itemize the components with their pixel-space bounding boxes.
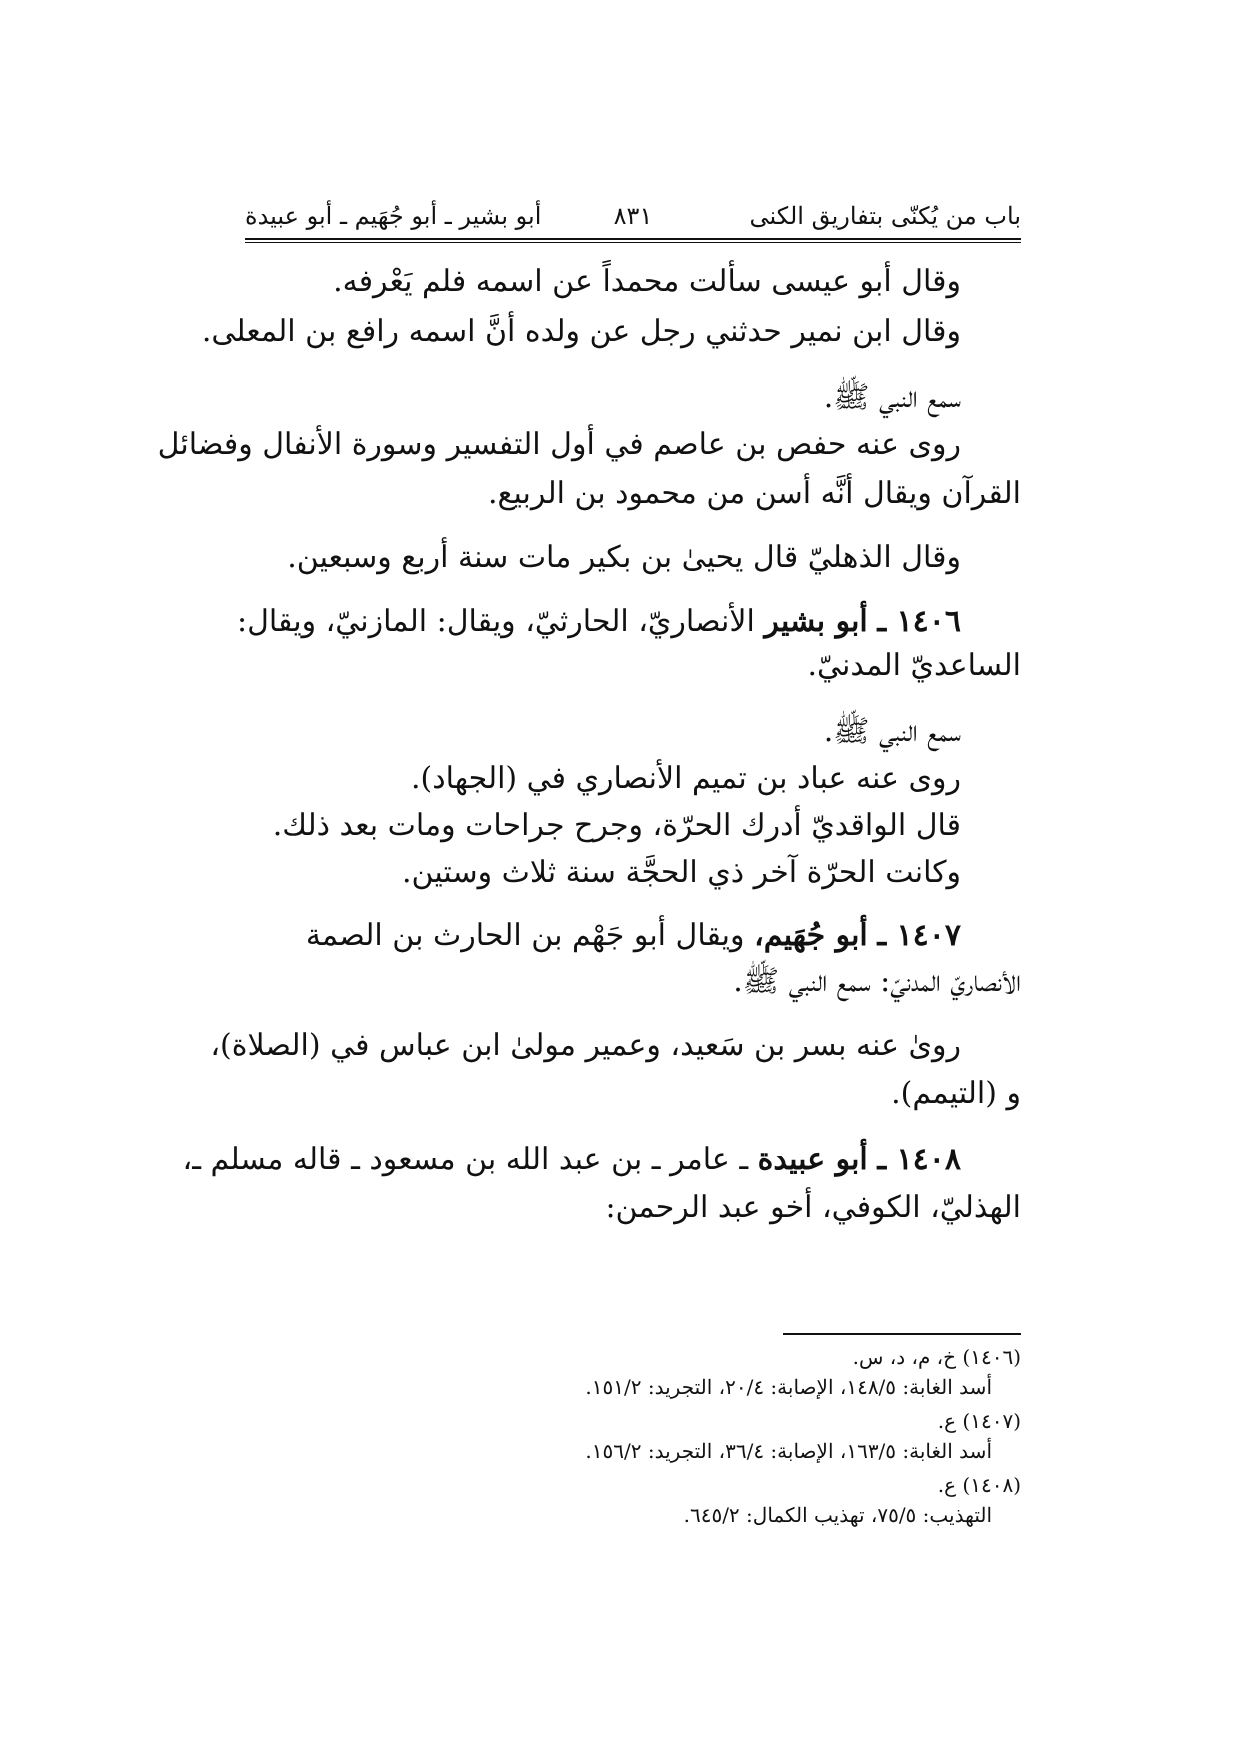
text-line: سمع النبي ﷺ. xyxy=(823,714,961,749)
text-line: القرآن ويقال أنَّه أسن من محمود بن الربيع. xyxy=(487,476,1021,511)
entry-heading-text: ويقال أبو جَهْم بن الحارث بن الصمة xyxy=(305,918,745,953)
header-chapter-title: باب من يُكنّى بتفاريق الكنى xyxy=(749,202,1021,230)
text-line: قال الواقديّ أدرك الحرّة، وجرح جراحات ومات بعد ذلك. xyxy=(272,808,961,843)
text-line: وقال الذهليّ قال يحيىٰ بن بكير مات سنة أربع وسبعين. xyxy=(287,540,961,575)
text-line: وكانت الحرّة آخر ذي الحجَّة سنة ثلاث وستين. xyxy=(401,855,961,890)
footnote-text: أسد الغابة: ١٤٨/٥، الإصابة: ٢٠/٤، التجريد: ١٥١/٢. xyxy=(585,1375,992,1399)
text-line: روى عنه حفص بن عاصم في أول التفسير وسورة الأنفال وفضائل xyxy=(157,427,961,462)
header-section-title: أبو بشير ـ أبو جُهَيم ـ أبو عبيدة xyxy=(245,202,542,230)
entry-number: ١٤٠٧ ـ xyxy=(877,918,961,953)
footnote-text: أسد الغابة: ١٦٣/٥، الإصابة: ٣٦/٤، التجريد: ١٥٦/٢. xyxy=(585,1439,992,1463)
running-header xyxy=(245,188,1021,238)
text-line: الهذليّ، الكوفي، أخو عبد الرحمن: xyxy=(605,1190,1021,1225)
entry-number: ١٤٠٦ ـ xyxy=(877,604,961,639)
footnote-rule xyxy=(783,1333,1021,1335)
header-rule-thin xyxy=(245,242,1021,243)
page-number: ٨٣١ xyxy=(613,202,653,230)
entry-heading-1408 xyxy=(183,1140,961,1180)
footnote-1408: (١٤٠٨) ع. xyxy=(937,1473,1021,1497)
text-line: روى عنه عباد بن تميم الأنصاري في (الجهاد). xyxy=(411,761,961,796)
entry-name: أبو عبيدة xyxy=(757,1142,868,1177)
text-line: وقال أبو عيسى سألت محمداً عن اسمه فلم يَعْرفه. xyxy=(333,264,961,299)
text-line: وقال ابن نمير حدثني رجل عن ولده أنَّ اسمه رافع بن المعلى. xyxy=(201,314,961,349)
text-line: و (التيمم). xyxy=(891,1076,1021,1111)
footnote-text: التهذيب: ٧٥/٥، تهذيب الكمال: ٦٤٥/٢. xyxy=(683,1503,992,1527)
text-line: الساعديّ المدنيّ. xyxy=(807,648,1021,683)
entry-heading-1407 xyxy=(306,916,961,956)
text-line: رویٰ عنه بسر بن سَعيد، وعمير مولىٰ ابن عباس في (الصلاة)، xyxy=(210,1028,961,1063)
text-line: الأنصاريّ المدنيّ: سمع النبي ﷺ. xyxy=(733,964,1021,999)
entry-name: أبو بشير xyxy=(764,604,868,639)
header-rule xyxy=(245,238,1021,240)
entry-heading-1406 xyxy=(237,602,961,642)
footnote-1406: (١٤٠٦) خ، م، د، س. xyxy=(852,1345,1021,1369)
footnote-1407: (١٤٠٧) ع. xyxy=(937,1409,1021,1433)
entry-heading-text: الأنصاريّ، الحارثيّ، ويقال: المازنيّ، ويقال: xyxy=(237,604,755,639)
entry-name: أبو جُهَيم، xyxy=(754,918,868,953)
entry-number: ١٤٠٨ ـ xyxy=(877,1142,961,1177)
text-line: سمع النبي ﷺ. xyxy=(823,380,961,415)
entry-heading-text: ـ عامر ـ بن عبد الله بن مسعود ـ قاله مسلم ـ، xyxy=(182,1142,749,1177)
